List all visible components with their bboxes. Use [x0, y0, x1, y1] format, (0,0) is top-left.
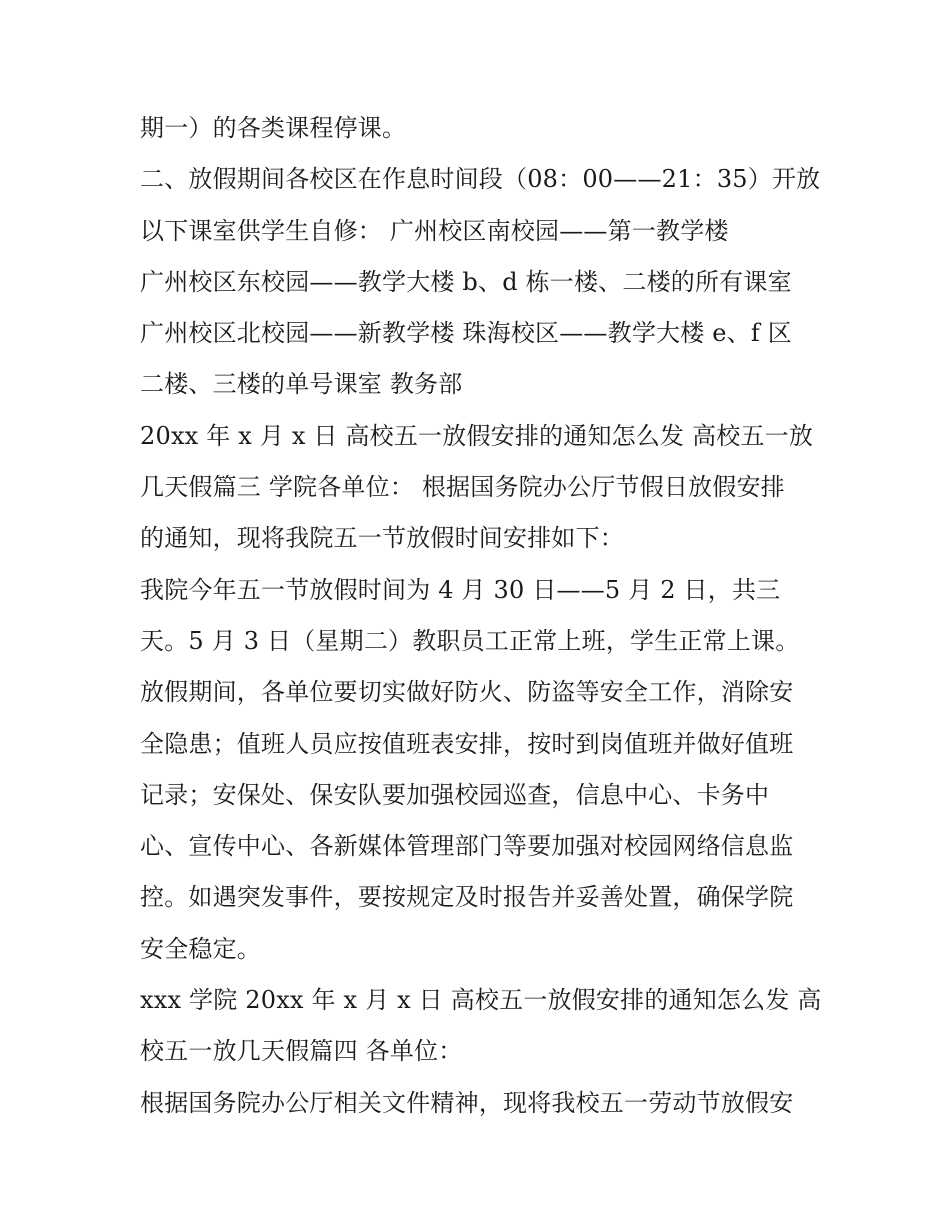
text-line: 以下课室供学生自修： 广州校区南校园——第一教学楼	[140, 216, 729, 245]
text-line: 期一）的各类课程停课。	[140, 114, 407, 142]
text-line: 二、放假期间各校区在作息时间段（08：00——21：35）开放	[140, 165, 821, 194]
text-line: 安全稳定。	[140, 934, 261, 963]
text-line: 放假期间，各单位要切实做好防火、防盗等安全工作，消除安	[140, 678, 794, 707]
text-line: 天。5 月 3 日（星期二）教职员工正常上班，学生正常上课。	[140, 626, 800, 655]
text-line: 二楼、三楼的单号课室 教务部	[140, 370, 463, 399]
text-line: 记录；安保处、保安队要加强校园巡查，信息中心、卡务中	[140, 780, 770, 809]
text-line: 根据国务院办公厅相关文件精神，现将我校五一劳动节放假安	[140, 1088, 794, 1117]
text-line: xxx 学院 20xx 年 x 月 x 日 高校五一放假安排的通知怎么发 高	[140, 986, 822, 1015]
document-body	[140, 108, 820, 1134]
text-line: 我院今年五一节放假时间为 4 月 30 日——5 月 2 日，共三	[140, 575, 781, 604]
text-line: 校五一放几天假篇四 各单位：	[140, 1037, 463, 1066]
text-line: 广州校区东校园——教学大楼 b、d 栋一楼、二楼的所有课室	[140, 267, 792, 296]
text-line: 20xx 年 x 月 x 日 高校五一放假安排的通知怎么发 高校五一放	[140, 421, 814, 450]
text-line: 全隐患；值班人员应按值班表安排，按时到岗值班并做好值班	[140, 729, 794, 758]
text-line: 心、宣传中心、各新媒体管理部门等要加强对校园网络信息监	[140, 832, 794, 861]
text-line: 的通知，现将我院五一节放假时间安排如下：	[140, 524, 624, 553]
text-line: 控。如遇突发事件，要按规定及时报告并妥善处置，确保学院	[140, 883, 794, 912]
text-line: 广州校区北校园——新教学楼 珠海校区——教学大楼 e、f 区	[140, 319, 792, 348]
text-line: 几天假篇三 学院各单位： 根据国务院办公厅节假日放假安排	[140, 473, 785, 502]
